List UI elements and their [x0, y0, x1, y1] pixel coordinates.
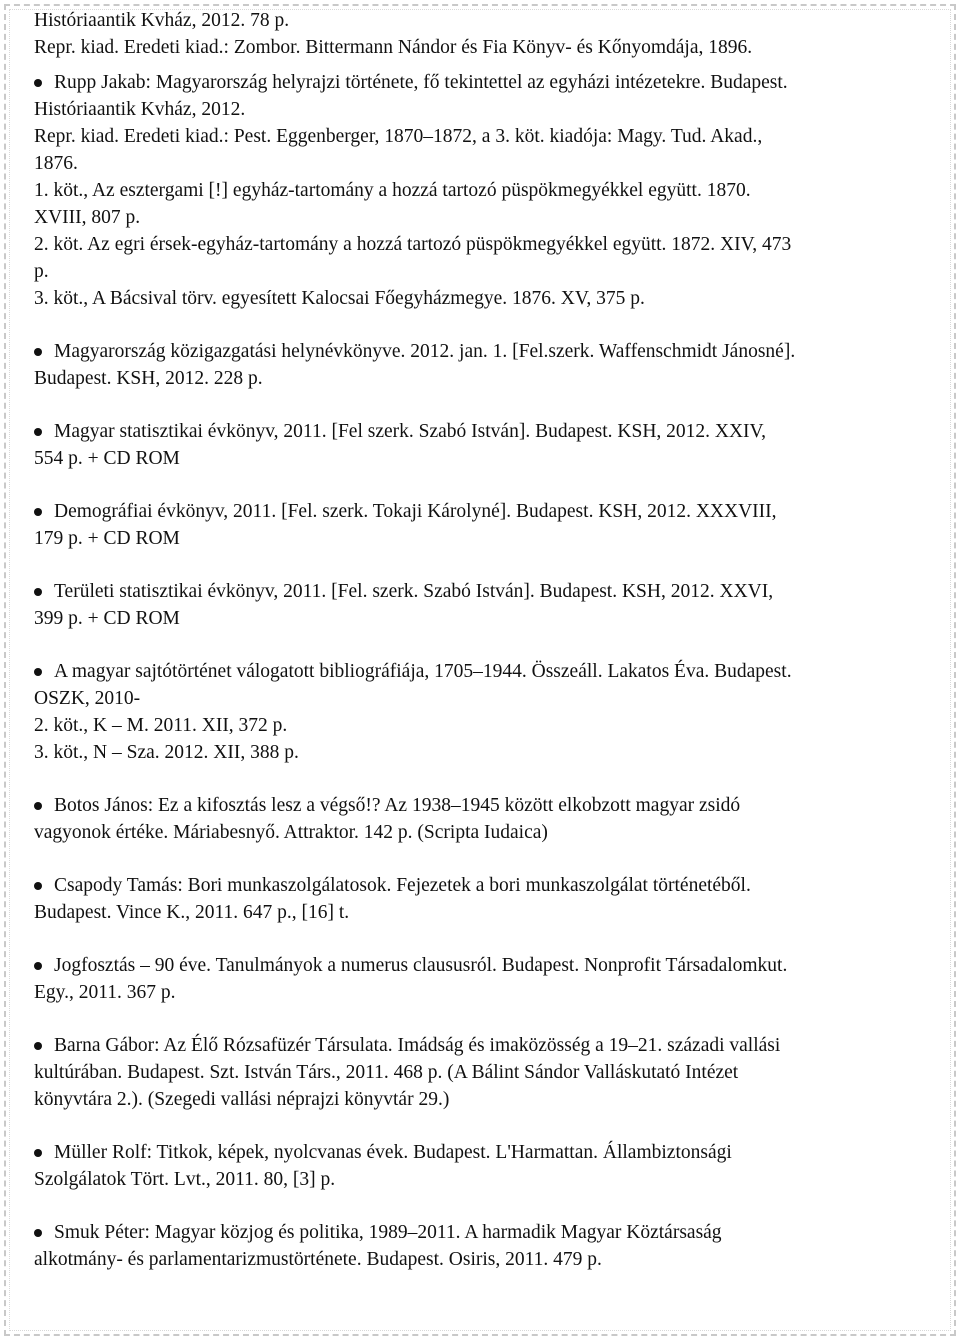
- bullet-icon: [34, 348, 42, 356]
- entry-line: 1876.: [34, 153, 78, 174]
- entry-first-line: Demográfiai évkönyv, 2011. [Fel. szerk. Tokaji Károlyné]. Budapest. KSH, 2012. XXXVIII,: [54, 501, 777, 522]
- entry-line: 1. köt., Az esztergami [!] egyház-tartomány a hozzá tartozó püspökmegyékkel együtt. 1870.: [34, 180, 751, 201]
- bibliography-entry: [34, 1139, 924, 1193]
- entry-first-line: Magyarország közigazgatási helynévkönyve. 2012. jan. 1. [Fel.szerk. Waffenschmidt Jánosné].: [54, 341, 796, 362]
- entry-first-line: Magyar statisztikai évkönyv, 2011. [Fel szerk. Szabó István]. Budapest. KSH, 2012. XXIV,: [54, 421, 766, 442]
- intro-line: Repr. kiad. Eredeti kiad.: Zombor. Bittermann Nándor és Fia Könyv- és Kőnyomdája, 1896.: [34, 37, 753, 58]
- entry-line: 3. köt., A Bácsival törv. egyesített Kalocsai Főegyházmegye. 1876. XV, 375 p.: [34, 288, 645, 309]
- entry-line: 2. köt., K ‒ M. 2011. XII, 372 p.: [34, 715, 288, 736]
- entry-first-line: Botos János: Ez a kifosztás lesz a végső!? Az 1938‒1945 között elkobzott magyar zsidó: [54, 795, 741, 816]
- bibliography-list: [34, 7, 924, 1273]
- entry-first-line: Müller Rolf: Titkok, képek, nyolcvanas évek. Budapest. L'Harmattan. Állambiztonsági: [54, 1142, 732, 1163]
- bibliography-entry: [34, 658, 924, 766]
- entry-line: alkotmány- és parlamentarizmustörténete. Budapest. Osiris, 2011. 479 p.: [34, 1249, 602, 1270]
- entry-first-line: Jogfosztás ‒ 90 éve. Tanulmányok a numerus claususról. Budapest. Nonprofit Társadalomkut.: [54, 955, 788, 976]
- entry-line: OSZK, 2010-: [34, 688, 141, 709]
- bibliography-entry: [34, 1032, 924, 1113]
- entry-line: p.: [34, 261, 49, 282]
- bibliography-entry: [34, 872, 924, 926]
- entry-line: 399 p. + CD ROM: [34, 608, 180, 629]
- entry-line: Repr. kiad. Eredeti kiad.: Pest. Eggenberger, 1870‒1872, a 3. köt. kiadója: Magy. Tud. Akad.,: [34, 126, 763, 147]
- bullet-icon: [34, 79, 42, 87]
- entry-line: vagyonok értéke. Máriabesnyő. Attraktor. 142 p. (Scripta Iudaica): [34, 822, 548, 843]
- entry-line: XVIII, 807 p.: [34, 207, 141, 228]
- entry-first-line: Smuk Péter: Magyar közjog és politika, 1989‒2011. A harmadik Magyar Köztársaság: [54, 1222, 722, 1243]
- bullet-icon: [34, 962, 42, 970]
- bullet-icon: [34, 1149, 42, 1157]
- bibliography-entry: [34, 1219, 924, 1273]
- entry-line: Históriaantik Kvház, 2012.: [34, 99, 246, 120]
- entry-first-line: Barna Gábor: Az Élő Rózsafüzér Társulata. Imádság és imaközösség a 19‒21. századi vallási: [54, 1035, 781, 1056]
- bullet-icon: [34, 508, 42, 516]
- bullet-icon: [34, 668, 42, 676]
- bibliography-entry: [34, 69, 924, 312]
- entry-line: könyvtára 2.). (Szegedi vallási néprajzi könyvtár 29.): [34, 1089, 450, 1110]
- intro-line: Históriaantik Kvház, 2012. 78 p.: [34, 10, 290, 31]
- entry-line: 554 p. + CD ROM: [34, 448, 180, 469]
- bibliography-entry: [34, 498, 924, 552]
- bibliography-entry: [34, 338, 924, 392]
- entry-line: Budapest. KSH, 2012. 228 p.: [34, 368, 263, 389]
- bibliography-entry: [34, 418, 924, 472]
- entry-line: kultúrában. Budapest. Szt. István Társ., 2011. 468 p. (A Bálint Sándor Valláskutató Intézet: [34, 1062, 739, 1083]
- bullet-icon: [34, 1042, 42, 1050]
- bullet-icon: [34, 882, 42, 890]
- entry-first-line: A magyar sajtótörténet válogatott bibliográfiája, 1705‒1944. Összeáll. Lakatos Éva. Budapest.: [54, 661, 792, 682]
- bullet-icon: [34, 588, 42, 596]
- bullet-icon: [34, 428, 42, 436]
- entry-first-line: Rupp Jakab: Magyarország helyrajzi története, fő tekintettel az egyházi intézetekre. Budapest.: [54, 72, 788, 93]
- bibliography-entry: [34, 578, 924, 632]
- entry-first-line: Területi statisztikai évkönyv, 2011. [Fel. szerk. Szabó István]. Budapest. KSH, 2012. XXVI,: [54, 581, 774, 602]
- bibliography-entry: [34, 792, 924, 846]
- entry-line: Egy., 2011. 367 p.: [34, 982, 176, 1003]
- entry-first-line: Csapody Tamás: Bori munkaszolgálatosok. Fejezetek a bori munkaszolgálat történetéből.: [54, 875, 751, 896]
- entry-line: Szolgálatok Tört. Lvt., 2011. 80, [3] p.: [34, 1169, 336, 1190]
- entry-line: Budapest. Vince K., 2011. 647 p., [16] t.: [34, 902, 350, 923]
- entry-line: 179 p. + CD ROM: [34, 528, 180, 549]
- bullet-icon: [34, 1229, 42, 1237]
- bibliography-entry: [34, 952, 924, 1006]
- entry-line: 3. köt., N ‒ Sza. 2012. XII, 388 p.: [34, 742, 299, 763]
- entry-line: 2. köt. Az egri érsek-egyház-tartomány a hozzá tartozó püspökmegyékkel együtt. 1872. XIV, 473: [34, 234, 792, 255]
- bullet-icon: [34, 802, 42, 810]
- entries-container: [34, 312, 924, 1273]
